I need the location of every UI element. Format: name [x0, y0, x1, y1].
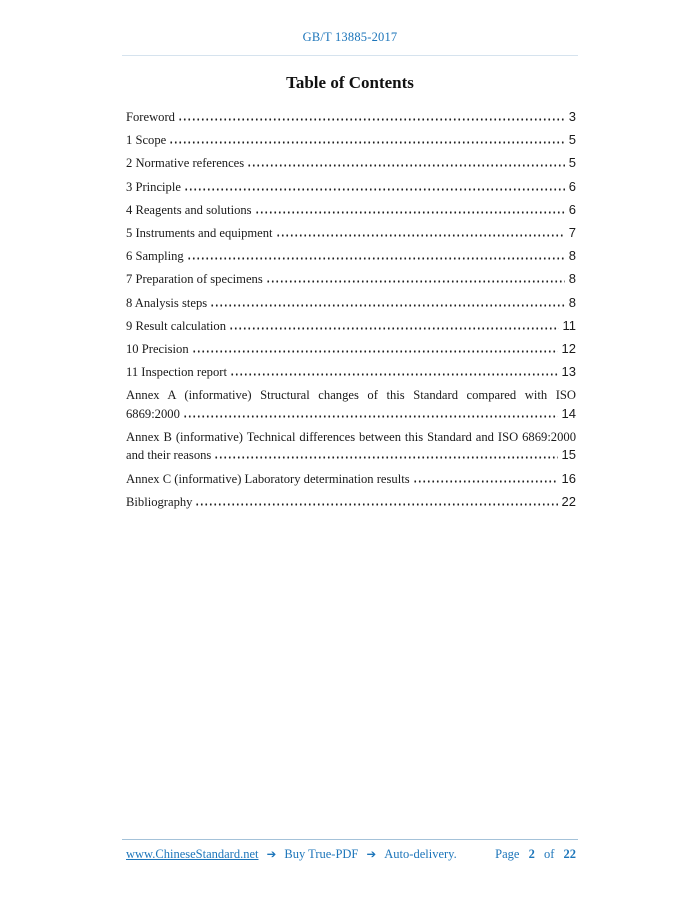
toc-entry-label: 11 Inspection report [126, 365, 227, 380]
toc-entry-label: 3 Principle [126, 179, 181, 194]
website-link[interactable]: www.ChineseStandard.net [126, 847, 259, 861]
footer-total-pages: 22 [563, 847, 576, 861]
toc-entry [126, 317, 576, 336]
toc-entry-label: 7 Preparation of specimens [126, 272, 263, 287]
toc-entry-label: and their reasons [126, 448, 212, 463]
toc-entry-row [126, 470, 576, 489]
toc-leader-dots [214, 456, 557, 459]
toc-entry-row [126, 363, 576, 382]
toc-entry-label: 8 Analysis steps [126, 295, 208, 310]
toc-page-number: 5 [568, 155, 576, 171]
toc-leader-dots [255, 211, 565, 214]
toc-entry-label: 6 Sampling [126, 249, 184, 264]
toc-page-number: 8 [568, 294, 576, 310]
header-divider [122, 55, 578, 56]
toc-entry [126, 108, 576, 127]
toc-page-number: 16 [561, 470, 576, 486]
toc-entry [126, 224, 576, 243]
toc-entry-label: 2 Normative references [126, 156, 245, 171]
toc-page-number: 3 [568, 109, 576, 124]
toc-entry-row [126, 270, 576, 289]
toc-leader-dots [229, 327, 558, 330]
toc-page-number: 6 [568, 178, 576, 194]
toc-entry-row [126, 493, 576, 512]
toc-page-number: 14 [561, 405, 576, 421]
footer-buy-text: Buy True-PDF [284, 847, 359, 861]
toc-leader-dots [413, 480, 558, 483]
toc-entry-label: 6869:2000 [126, 406, 180, 421]
toc-entry-row [126, 405, 576, 424]
toc-leader-dots [266, 280, 565, 283]
toc-page-number: 8 [568, 271, 576, 287]
toc-entry-row [126, 247, 576, 266]
toc-entry-row [126, 294, 576, 313]
toc-leader-dots [247, 164, 565, 167]
toc-entry-row [126, 154, 576, 173]
toc-entry [126, 247, 576, 266]
toc-leader-dots [184, 188, 565, 191]
toc-page-number: 15 [561, 447, 576, 463]
toc-entry [126, 340, 576, 359]
toc-entry-text: Annex A (informative) Structural changes of this Standard compared with ISO [126, 388, 576, 403]
toc-leader-dots [169, 141, 565, 144]
toc-entry-label: 5 Instruments and equipment [126, 225, 273, 240]
page-title: Table of Contents [286, 73, 414, 92]
toc-page-number: 13 [561, 364, 576, 380]
footer-current-page: 2 [528, 847, 535, 861]
toc-page-number: 5 [568, 132, 576, 148]
toc-entry-row [126, 131, 576, 150]
footer [126, 847, 576, 862]
toc-list [126, 108, 576, 516]
toc-leader-dots [178, 118, 565, 121]
toc-entry-row [126, 340, 576, 359]
toc-page-number: 6 [568, 201, 576, 217]
toc-entry [126, 294, 576, 313]
toc-page-number: 22 [561, 493, 576, 509]
right-arrow-icon: ➔ [366, 847, 377, 861]
toc-leader-dots [183, 415, 558, 418]
toc-page-number: 8 [568, 248, 576, 264]
toc-entry-row [126, 446, 576, 465]
toc-leader-dots [276, 234, 565, 237]
toc-entry-label: 10 Precision [126, 341, 189, 356]
toc-entry [126, 470, 576, 489]
footer-divider [122, 839, 578, 840]
toc-entry-label: 1 Scope [126, 133, 167, 148]
toc-entry-label: Foreword [126, 110, 175, 124]
toc-page-number: 11 [562, 317, 576, 333]
footer-delivery-text: Auto-delivery. [384, 847, 457, 861]
toc-entry-row [126, 317, 576, 336]
right-arrow-icon: ➔ [266, 847, 277, 861]
toc-entry [126, 493, 576, 512]
toc-entry-label: 4 Reagents and solutions [126, 202, 252, 217]
toc-entry [126, 386, 576, 423]
toc-page-number: 7 [568, 224, 576, 240]
header-standard-number: GB/T 13885-2017 [302, 30, 398, 44]
toc-entry [126, 363, 576, 382]
toc-entry-text: Annex B (informative) Technical differences between this Standard and ISO 6869:2000 [126, 429, 576, 444]
toc-leader-dots [187, 257, 565, 260]
toc-leader-dots [230, 373, 558, 376]
toc-entry [126, 131, 576, 150]
toc-leader-dots [192, 350, 558, 353]
toc-entry-row [126, 201, 576, 220]
toc-entry-label: 9 Result calculation [126, 318, 227, 333]
toc-entry [126, 270, 576, 289]
toc-entry [126, 178, 576, 197]
toc-leader-dots [195, 503, 557, 506]
footer-page-label: Page [495, 847, 520, 861]
toc-entry-row [126, 178, 576, 197]
toc-entry [126, 428, 576, 465]
toc-entry-row [126, 108, 576, 127]
toc-entry [126, 154, 576, 173]
toc-entry [126, 201, 576, 220]
toc-entry-row [126, 224, 576, 243]
toc-leader-dots [210, 304, 565, 307]
toc-entry-label: Annex C (informative) Laboratory determination results [126, 471, 410, 486]
toc-entry-label: Bibliography [126, 494, 193, 509]
footer-page-indicator [495, 847, 576, 862]
footer-of-label: of [543, 847, 555, 861]
toc-page-number: 12 [561, 340, 576, 356]
footer-left [126, 847, 457, 862]
